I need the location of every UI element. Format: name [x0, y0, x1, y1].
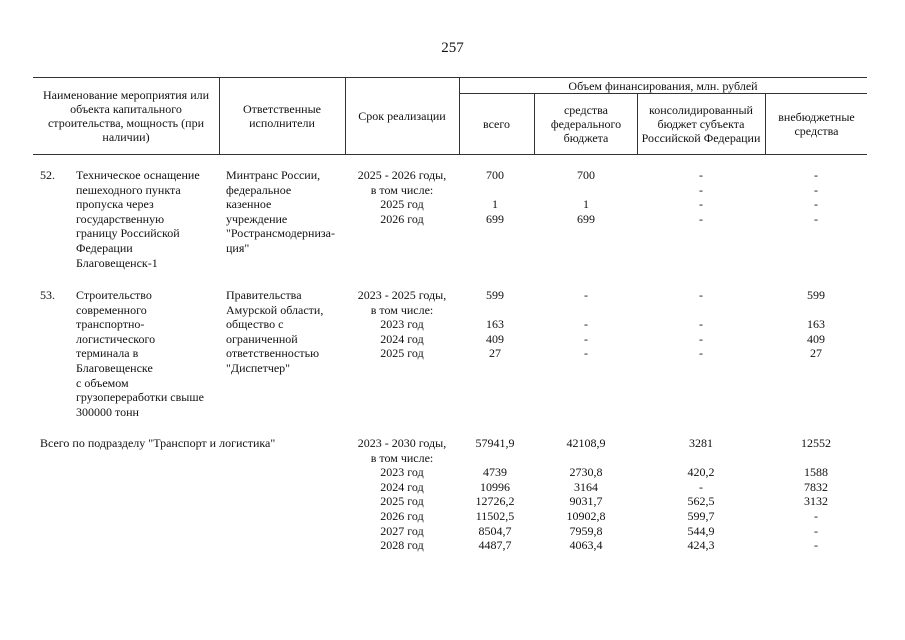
row-term: 2025 - 2026 годы, в том числе: 2025 год 2026 год: [357, 168, 447, 226]
summary-federal: 42108,9 2730,8 3164 9031,7 10902,8 7959,8 4063,4: [566, 436, 606, 553]
row-regional: - - - -: [699, 288, 703, 361]
header-divider: [765, 93, 766, 154]
row-number: 53.: [40, 288, 55, 302]
row-term: 2023 - 2025 годы, в том числе: 2023 год 2024 год 2025 год: [357, 288, 447, 361]
header-bottom-rule: [33, 154, 867, 155]
header-funding-group: Объем финансирования, млн. рублей: [568, 78, 758, 93]
row-name: Строительство современного транспортно- логистического терминала в Благовещенске с объемом грузопереработки свыше 300000 тонн: [76, 288, 204, 419]
summary-total: 57941,9 4739 10996 12726,2 11502,5 8504,7 4487,7: [475, 436, 515, 553]
header-responsible: Ответственные исполнители: [243, 102, 321, 130]
row-number: 52.: [40, 168, 55, 182]
header-extrabudget: внебюджетные средства: [778, 110, 855, 138]
row-name: Техническое оснащение пешеходного пункта пропуска через государственную границу Российской Федерации Благовещенск-1: [76, 168, 200, 270]
header-term: Срок реализации: [358, 109, 446, 123]
summary-regional: 3281 420,2 - 562,5 599,7 544,9 424,3: [687, 436, 715, 553]
header-federal: средства федерального бюджета: [550, 103, 622, 145]
row-responsible: Правительства Амурской области, общество с ограниченной ответственностью "Диспетчер": [226, 288, 324, 375]
header-regional: консолидированный бюджет субъекта Российской Федерации: [641, 103, 761, 145]
row-responsible: Минтранс России, федеральное казенное учреждение "Ространсмодерниза- ция": [226, 168, 335, 255]
row-total: 599 163 409 27: [486, 288, 504, 361]
header-divider: [345, 77, 346, 154]
summary-extrabudget: 12552 1588 7832 3132 - - -: [801, 436, 831, 553]
summary-label: Всего по подразделу "Транспорт и логистика": [40, 436, 276, 450]
row-extrabudget: 599 163 409 27: [807, 288, 825, 361]
header-divider: [637, 93, 638, 154]
header-divider: [219, 77, 220, 154]
row-federal: - - - -: [584, 288, 588, 361]
page-number: 257: [441, 40, 464, 56]
header-name: Наименование мероприятия или объекта капитального строительства, мощность (при наличии): [42, 88, 210, 144]
funding-group-rule: [459, 93, 867, 94]
row-federal: 700 1 699: [577, 168, 595, 226]
row-regional: - - - -: [699, 168, 703, 226]
row-total: 700 1 699: [486, 168, 504, 226]
row-extrabudget: - - - -: [814, 168, 818, 226]
header-divider: [534, 93, 535, 154]
header-total: всего: [482, 117, 511, 131]
summary-term: 2023 - 2030 годы, в том числе: 2023 год 2024 год 2025 год 2026 год 2027 год 2028 год: [357, 436, 447, 553]
